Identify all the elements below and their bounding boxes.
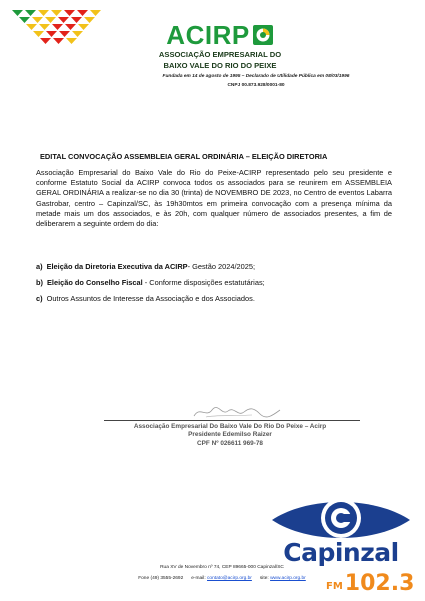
logo-triangle bbox=[64, 10, 75, 16]
convocation-paragraph: Associação Empresarial do Baixo Vale do Rio do Peixe-ACIRP representado pelo seu presidente e conforme Estatuto Social da ACIRP convoca todos os associados para se reunirem em ASSEMBLEIA GERAL ORDINÁRIA a realizar-se no dia 30 (trinta) de NOVEMBRO DE 2023, no Centro de eventos Labarra Gastrobar, centro – Capinzal/SC, às 19h30mtos em primeira convocação com a presença mínima da metade mais um dos associados, e às 20h, com qualquer número de associados presentes, a fim de deliberarem a seguinte ordem do dia: bbox=[36, 168, 392, 229]
agenda-letter: c) bbox=[36, 294, 43, 303]
logo-triangle bbox=[84, 17, 95, 23]
logo-triangle bbox=[51, 10, 62, 16]
logo-triangle bbox=[26, 24, 37, 30]
frequency-value: 102.3 bbox=[344, 571, 415, 596]
footer-site-label: site: bbox=[259, 576, 269, 581]
signature-block bbox=[100, 423, 360, 448]
logo-triangle bbox=[78, 24, 89, 30]
agenda-letter: b) bbox=[36, 278, 43, 287]
agenda-item-b bbox=[36, 278, 396, 288]
handwritten-signature bbox=[192, 404, 282, 420]
logo-triangle bbox=[52, 24, 63, 30]
brand-title bbox=[150, 22, 290, 48]
capinzal-name: Capinzal bbox=[283, 538, 399, 567]
org-name-line1: ASSOCIAÇÃO EMPRESARIAL DO bbox=[158, 50, 282, 59]
logo-triangle bbox=[66, 38, 77, 44]
logo-triangle bbox=[53, 38, 64, 44]
logo-triangle bbox=[77, 10, 88, 16]
signature-org: Associação Empresarial Do Baixo Vale Do Rio Do Peixe – Acirp bbox=[133, 423, 327, 430]
frequency-block bbox=[326, 566, 414, 596]
agenda-item-a bbox=[36, 262, 396, 272]
capinzal-fm-logo bbox=[268, 486, 414, 596]
signature-president: Presidente Edemilso Raizer bbox=[188, 431, 272, 439]
logo-triangle bbox=[19, 17, 30, 23]
brand-block bbox=[150, 22, 290, 70]
agenda-list bbox=[36, 262, 396, 310]
brand-name: ACIRP bbox=[166, 20, 250, 50]
logo-triangle bbox=[90, 10, 101, 16]
agenda-text: Outros Assuntos de Interesse da Associação e dos Associados. bbox=[46, 294, 255, 303]
signature-cpf: CPF Nº 026611 969-78 bbox=[197, 439, 263, 447]
logo-triangle bbox=[46, 31, 57, 37]
fm-label: FM bbox=[326, 581, 343, 592]
agenda-text: - Conforme disposições estatutárias; bbox=[142, 278, 265, 287]
logo-triangle bbox=[32, 17, 43, 23]
acirp-emblem-icon bbox=[252, 24, 274, 46]
footer-email-label: e-mail: bbox=[191, 576, 206, 581]
signature-line bbox=[104, 420, 360, 421]
logo-triangle bbox=[45, 17, 56, 23]
logo-triangle bbox=[39, 24, 50, 30]
footer-email-link[interactable]: contato@acirp.org.br bbox=[207, 576, 252, 581]
agenda-heading: Eleição do Conselho Fiscal bbox=[46, 278, 143, 287]
logo-triangle bbox=[72, 31, 83, 37]
cnpj-note: CNPJ 00.873.928/0001-80 bbox=[227, 83, 285, 88]
footer-site-link[interactable]: www.acirp.org.br bbox=[270, 576, 306, 581]
agenda-heading: Eleição da Diretoria Executiva da ACIRP bbox=[46, 262, 188, 271]
footer-address: Rua XV de Novembro nº 74, CEP 89665-000 Capinzal/SC bbox=[160, 565, 284, 570]
logo-triangle bbox=[33, 31, 44, 37]
org-name-line2: BAIXO VALE DO RIO DO PEIXE bbox=[163, 61, 277, 70]
logo-triangle bbox=[71, 17, 82, 23]
footer-phone: Fone (49) 3555-2692 bbox=[138, 576, 184, 581]
document-title: EDITAL CONVOCAÇÃO ASSEMBLEIA GERAL ORDINÁRIA – ELEIÇÃO DIRETORIA bbox=[40, 152, 328, 161]
logo-triangle bbox=[65, 24, 76, 30]
acirp-triangle-logo bbox=[12, 10, 112, 50]
logo-triangle bbox=[25, 10, 36, 16]
logo-triangle bbox=[58, 17, 69, 23]
agenda-item-c bbox=[36, 294, 396, 304]
logo-triangle bbox=[12, 10, 23, 16]
agenda-text: - Gestão 2024/2025; bbox=[187, 262, 255, 271]
logo-triangle bbox=[59, 31, 70, 37]
agenda-letter: a) bbox=[36, 262, 43, 271]
logo-triangle bbox=[38, 10, 49, 16]
founded-note: Fundada em 14 de agosto de 1995 – Declarado de Utilidade Pública em 08/03/1996 bbox=[162, 74, 350, 79]
logo-triangle bbox=[40, 38, 51, 44]
